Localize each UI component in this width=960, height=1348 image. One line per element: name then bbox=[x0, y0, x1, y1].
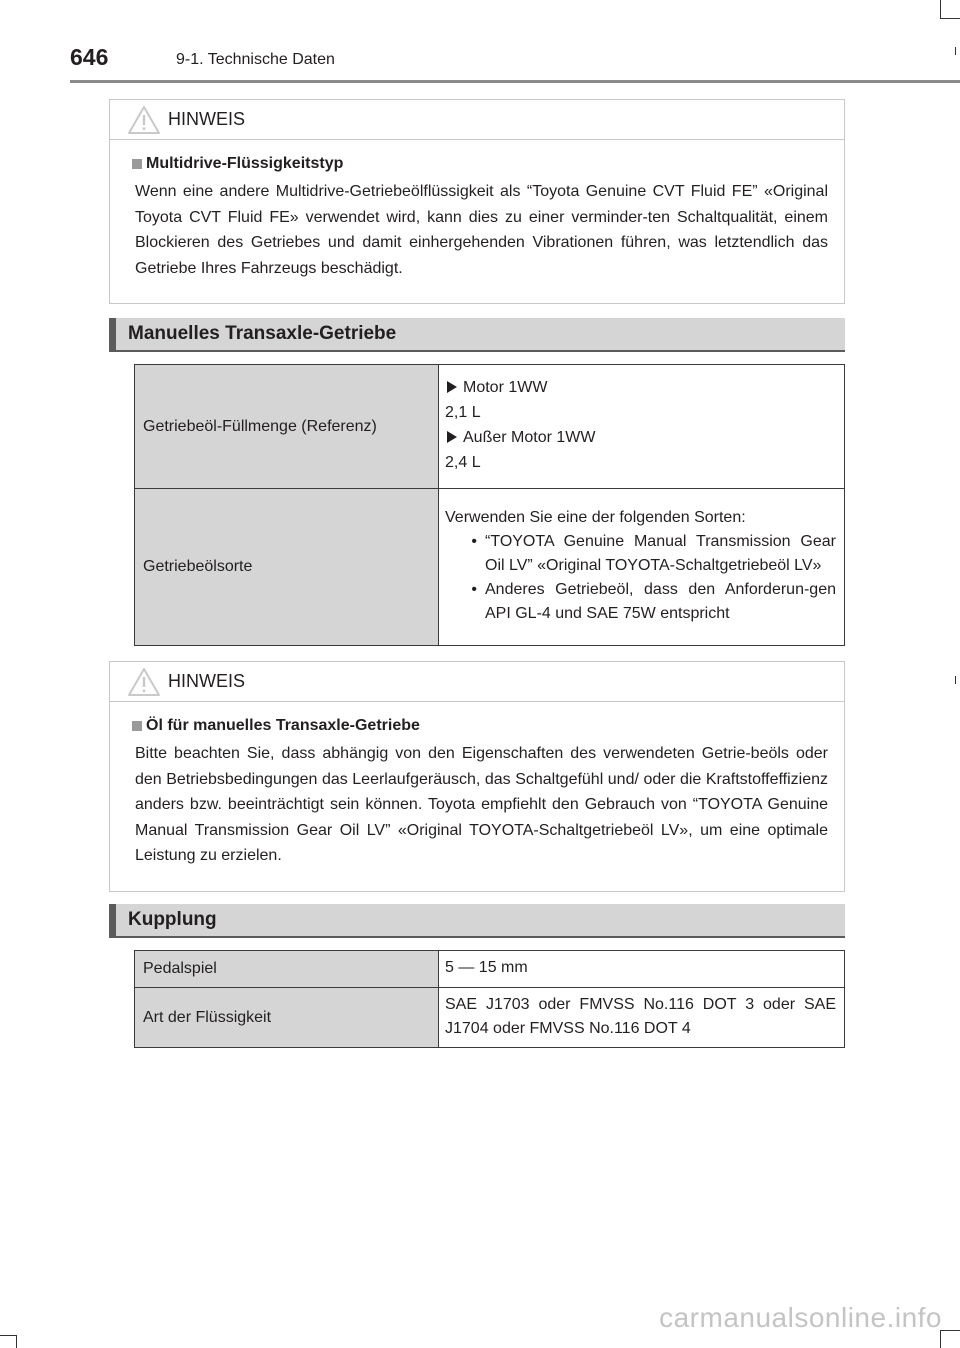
notice-text: Wenn eine andere Multidrive-Getriebeölflüssigkeit als “Toyota Genuine CVT Fluid FE” «Original Toyota CVT Fluid FE» verwendet wird, kann dies zu einer verminder-ten Schaltqualität, einem Blockieren des Getriebes und damit einhergehenden Vibrationen führen, was letztendlich das Getriebe Ihres Fahrzeugs beschädigt. bbox=[135, 183, 828, 277]
crop-mark bbox=[955, 47, 956, 55]
table-value: SAE J1703 oder FMVSS No.116 DOT 3 oder SAE J1704 oder FMVSS No.116 DOT 4 bbox=[439, 988, 845, 1048]
capacity-value: 2,1 L bbox=[445, 404, 481, 421]
watermark: carmanualsonline.info bbox=[659, 1302, 942, 1333]
section-heading-clutch bbox=[109, 904, 845, 938]
capacity-value: 2,4 L bbox=[445, 454, 481, 471]
section-heading-text: Manuelles Transaxle-Getriebe bbox=[128, 323, 397, 344]
crop-mark bbox=[955, 676, 956, 684]
crop-mark bbox=[940, 18, 960, 19]
notice-subtitle bbox=[132, 717, 828, 735]
page-number: 646 bbox=[70, 44, 109, 70]
warning-icon bbox=[127, 667, 161, 697]
notice-box bbox=[109, 661, 845, 892]
header-rule bbox=[70, 80, 960, 83]
table-label: Getriebeöl-Füllmenge (Referenz) bbox=[135, 365, 439, 489]
crop-mark bbox=[940, 0, 941, 18]
list-item-text: “TOYOTA Genuine Manual Transmission Gear Oil LV” «Original TOYOTA-Schaltgetriebeöl LV» bbox=[485, 533, 836, 574]
table-row bbox=[135, 365, 845, 489]
notice-subtitle-text: Multidrive-Flüssigkeitstyp bbox=[146, 155, 344, 172]
notice-body bbox=[110, 702, 844, 891]
clutch-table bbox=[134, 950, 845, 1048]
list-item: • “TOYOTA Genuine Manual Transmission Gear Oil LV” «Original TOYOTA-Schaltgetriebeöl LV» bbox=[445, 530, 836, 578]
triangle-bullet-icon bbox=[447, 431, 457, 443]
table-value bbox=[439, 489, 845, 646]
list-item: • Anderes Getriebeöl, dass den Anforderun-gen API GL-4 und SAE 75W entspricht bbox=[445, 578, 836, 626]
notice-title: HINWEIS bbox=[168, 671, 246, 691]
section-heading-manual bbox=[109, 318, 845, 352]
notice-text: Bitte beachten Sie, dass abhängig von den Eigenschaften des verwendeten Getrie-beöls oder den Betriebsbedingungen das Leerlaufgeräusch, das Schaltgefühl und/ oder die Kraftstoffeffizienz anders bzw. beeinträchtigt sein können. Toyota empfiehlt den Gebrauch von “TOYOTA Genuine Manual Transmission Gear Oil LV” «Original TOYOTA-Schaltgetriebeöl LV», um eine optimale Leistung zu erzielen. bbox=[135, 745, 828, 864]
crop-mark bbox=[16, 1335, 17, 1348]
table-label: Art der Flüssigkeit bbox=[135, 988, 439, 1048]
table-value: 5 — 15 mm bbox=[439, 951, 845, 988]
notice-body bbox=[110, 140, 844, 303]
table-value bbox=[439, 365, 845, 489]
notice-box bbox=[109, 99, 845, 304]
oil-intro: Verwenden Sie eine der folgenden Sorten: bbox=[445, 509, 746, 526]
engine-label: Motor 1WW bbox=[463, 379, 548, 396]
notice-subtitle-text: Öl für manuelles Transaxle-Getriebe bbox=[146, 717, 420, 734]
engine-item bbox=[445, 427, 836, 449]
triangle-bullet-icon bbox=[447, 381, 457, 393]
table-row bbox=[135, 489, 845, 646]
notice-header bbox=[110, 100, 844, 140]
square-bullet-icon bbox=[132, 721, 142, 731]
notice-subtitle bbox=[132, 155, 828, 173]
section-title: 9-1. Technische Daten bbox=[176, 51, 335, 68]
table-row bbox=[135, 988, 845, 1048]
notice-header bbox=[110, 662, 844, 702]
crop-mark bbox=[940, 1330, 960, 1331]
list-item-text: Anderes Getriebeöl, dass den Anforderun-gen API GL-4 und SAE 75W entspricht bbox=[485, 581, 836, 622]
manual-transaxle-table bbox=[134, 364, 845, 646]
notice-title: HINWEIS bbox=[168, 109, 246, 129]
section-heading-text: Kupplung bbox=[128, 909, 217, 930]
warning-icon bbox=[127, 105, 161, 135]
table-label: Pedalspiel bbox=[135, 951, 439, 988]
engine-item bbox=[445, 377, 836, 399]
crop-mark bbox=[0, 1335, 16, 1336]
table-label: Getriebeölsorte bbox=[135, 489, 439, 646]
square-bullet-icon bbox=[132, 159, 142, 169]
engine-label: Außer Motor 1WW bbox=[463, 429, 596, 446]
table-row bbox=[135, 951, 845, 988]
